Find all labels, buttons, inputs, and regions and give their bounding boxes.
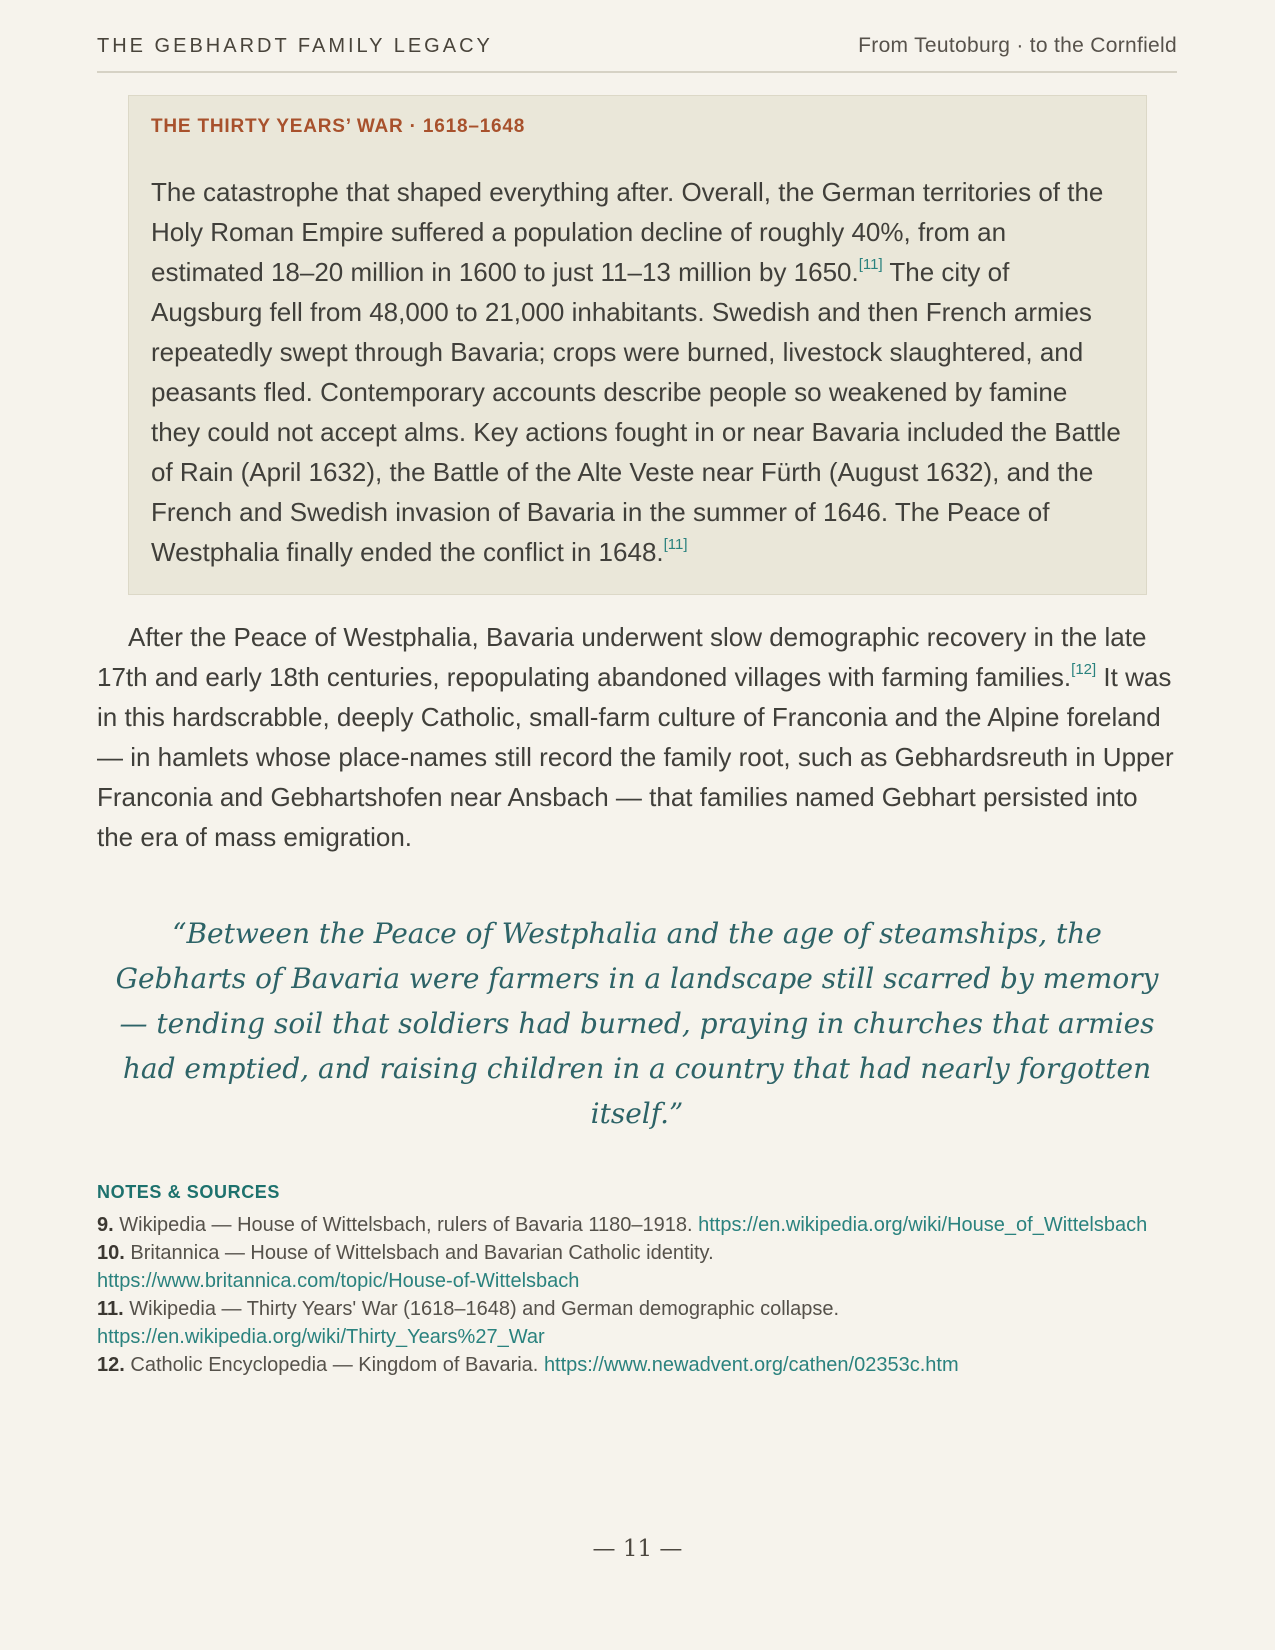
body-paragraph	[97, 617, 1177, 857]
note-text: Wikipedia — House of Wittelsbach, rulers of Bavaria 1180–1918.	[119, 1214, 693, 1236]
note-number: 9.	[97, 1214, 114, 1236]
note-number: 11.	[97, 1298, 124, 1320]
running-head-right: From Teutoburg · to the Cornfield	[858, 34, 1177, 57]
paragraph-text-segment: It was in this hardscrabble, deeply Catholic, small-farm culture of Franconia and the Alpine foreland — in hamlets whose place-names still record the family root, such as Gebhardsreuth in Upper Franconia and Gebhartshofen near Ansbach — that families named Gebhart persisted into the era of mass emigration.	[97, 662, 1174, 852]
note-text: Britannica — House of Wittelsbach and Bavarian Catholic identity.	[130, 1242, 714, 1264]
paragraph-text-segment: After the Peace of Westphalia, Bavaria underwent slow demographic recovery in the late 17th and early 18th centuries, repopulating abandoned villages with farming families.	[97, 622, 1147, 692]
callout-body	[151, 172, 1122, 572]
page-header	[97, 34, 1177, 73]
callout-box	[128, 95, 1147, 595]
notes-sources-heading: NOTES & SOURCES	[97, 1182, 281, 1202]
note-entry-9	[97, 1211, 1177, 1239]
callout-text-segment: The catastrophe that shaped everything after. Overall, the German territories of the Holy Roman Empire suffered a population decline of roughly 40%, from an estimated 18–20 million in 1600 to just 11–13 million by 1650.	[151, 177, 1104, 287]
citation-ref-11[interactable]: [11]	[663, 536, 688, 554]
note-link[interactable]: https://www.newadvent.org/cathen/02353c.htm	[543, 1354, 959, 1376]
note-entry-10	[97, 1239, 1177, 1295]
note-number: 12.	[97, 1354, 125, 1376]
pull-quote: “Between the Peace of Westphalia and the age of steamships, the Gebharts of Bavaria were farmers in a landscape still scarred by memory — tending soil that soldiers had burned, praying in churches that armies had emptied, and raising children in a country that had nearly forgotten itself.”	[115, 917, 1159, 1130]
callout-text-segment: The city of Augsburg fell from 48,000 to 21,000 inhabitants. Swedish and then French armies repeatedly swept through Bavaria; crops were burned, livestock slaughtered, and peasants fled. Contemporary accounts describe people so weakened by famine they could not accept alms. Key actions fought in or near Bavaria included the Battle of Rain (April 1632), the Battle of the Alte Veste near Fürth (August 1632), and the French and Swedish invasion of Bavaria in the summer of 1646. The Peace of Westphalia finally ended the conflict in 1648.	[151, 257, 1121, 567]
note-entry-12	[97, 1351, 1177, 1379]
note-text: Wikipedia — Thirty Years' War (1618–1648) and German demographic collapse.	[129, 1298, 840, 1320]
running-head-left: THE GEBHARDT FAMILY LEGACY	[97, 35, 493, 57]
note-entry-11	[97, 1295, 1177, 1351]
note-number: 10.	[97, 1242, 125, 1264]
citation-ref-11[interactable]: [11]	[858, 256, 883, 274]
notes-sources-section	[97, 1182, 1177, 1379]
page-number: — 11 —	[592, 1536, 683, 1562]
note-link[interactable]: https://www.britannica.com/topic/House-of-Wittelsbach	[97, 1270, 580, 1292]
note-link[interactable]: https://en.wikipedia.org/wiki/Thirty_Years%27_War	[97, 1326, 545, 1348]
callout-title: THE THIRTY YEARS’ WAR · 1618–1648	[151, 116, 526, 137]
note-link[interactable]: https://en.wikipedia.org/wiki/House_of_Wittelsbach	[698, 1214, 1148, 1236]
note-text: Catholic Encyclopedia — Kingdom of Bavaria.	[130, 1354, 539, 1376]
citation-ref-12[interactable]: [12]	[1071, 661, 1097, 679]
